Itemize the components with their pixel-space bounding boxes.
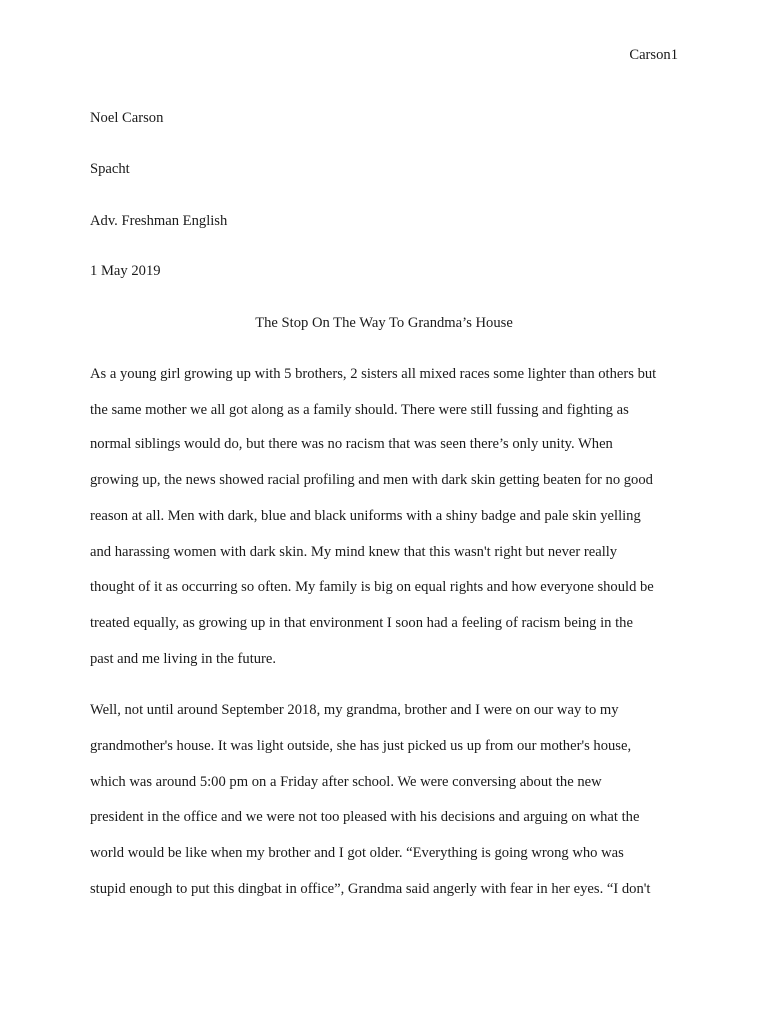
paragraph-line: Well, not until around September 2018, my grandma, brother and I were on our way to my [90,702,619,718]
essay-title: The Stop On The Way To Grandma’s House [255,315,513,331]
essay-date: 1 May 2019 [90,263,161,279]
paragraph-line: thought of it as occurring so often. My family is big on equal rights and how everyone should be [90,579,654,595]
paragraph-line: past and me living in the future. [90,651,277,667]
course-name: Adv. Freshman English [90,213,228,229]
paragraph-line: president in the office and we were not too pleased with his decisions and arguing on what the [90,809,640,825]
paragraph-line: and harassing women with dark skin. My mind knew that this wasn't right but never really [90,544,618,560]
paragraph-line: growing up, the news showed racial profiling and men with dark skin getting beaten for no good [90,472,653,488]
page-header-label: Carson1 [629,47,678,63]
instructor-name: Spacht [90,161,130,177]
paragraph-line: the same mother we all got along as a family should. There were still fussing and fighting as [90,402,629,418]
paragraph-line: normal siblings would do, but there was no racism that was seen there’s only unity. When [90,436,613,452]
paragraph-line: world would be like when my brother and I got older. “Everything is going wrong who was [90,845,624,861]
paragraph-line: grandmother's house. It was light outside, she has just picked us up from our mother's house, [90,738,632,754]
paragraph-line: stupid enough to put this dingbat in office”, Grandma said angerly with fear in her eyes. “I don't [90,881,651,897]
paragraph-line: reason at all. Men with dark, blue and black uniforms with a shiny badge and pale skin yelling [90,508,641,524]
paragraph-line: which was around 5:00 pm on a Friday after school. We were conversing about the new [90,774,602,790]
author-name: Noel Carson [90,110,164,126]
paragraph-line: As a young girl growing up with 5 brothers, 2 sisters all mixed races some lighter than others but [90,366,657,382]
paragraph-line: treated equally, as growing up in that environment I soon had a feeling of racism being in the [90,615,633,631]
